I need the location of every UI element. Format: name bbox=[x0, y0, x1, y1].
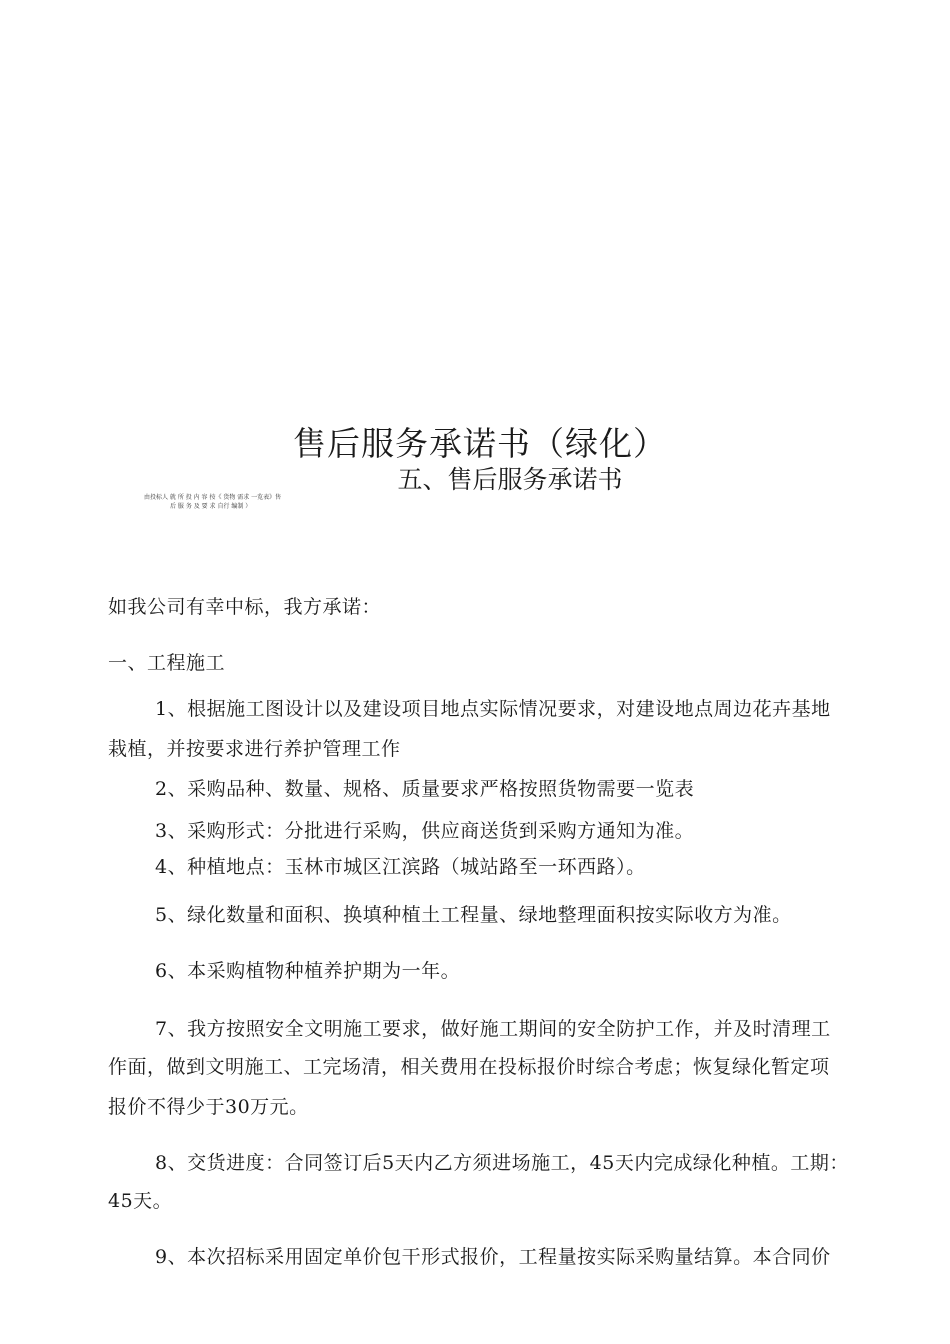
item-7-line-2: 作面，做到文明施工、工完场清，相关费用在投标报价时综合考虑；恢复绿化暂定项 bbox=[108, 1056, 830, 1078]
document-subtitle: 五、售后服务承诺书 bbox=[397, 465, 623, 494]
item-5: 5、绿化数量和面积、换填种植土工程量、绿地整理面积按实际收方为准。 bbox=[155, 904, 792, 926]
intro-paragraph: 如我公司有幸中标，我方承诺： bbox=[108, 596, 382, 618]
item-6: 6、本采购植物种植养护期为一年。 bbox=[155, 960, 461, 982]
item-4: 4、种植地点：玉林市城区江滨路（城站路至一环西路）。 bbox=[155, 856, 646, 878]
item-1-line-1: 1、根据施工图设计以及建设项目地点实际情况要求，对建设地点周边花卉基地 bbox=[155, 698, 831, 720]
item-2: 2、采购品种、数量、规格、质量要求严格按照货物需要一览表 bbox=[155, 778, 695, 800]
small-note-line-2: 后 服 务 及 要 求 自行 编制 ） bbox=[170, 503, 252, 510]
item-9-line-1: 9、本次招标采用固定单价包干形式报价，工程量按实际采购量结算。本合同价 bbox=[155, 1246, 831, 1268]
small-note-line-1: 由投标人 就 所 投 内 容 按《 货物 需求 一览表》售 bbox=[144, 494, 282, 501]
item-7-line-3: 报价不得少于30万元。 bbox=[108, 1096, 309, 1118]
item-8-line-2: 45天。 bbox=[108, 1190, 173, 1212]
item-1-line-2: 栽植，并按要求进行养护管理工作 bbox=[108, 738, 401, 760]
section-heading: 一、工程施工 bbox=[108, 652, 226, 674]
item-8-line-1: 8、交货进度：合同签订后5天内乙方须进场施工，45天内完成绿化种植。工期： bbox=[155, 1152, 849, 1174]
item-7-line-1: 7、我方按照安全文明施工要求，做好施工期间的安全防护工作，并及时清理工 bbox=[155, 1018, 831, 1040]
document-title: 售后服务承诺书（绿化） bbox=[293, 424, 667, 463]
item-3: 3、采购形式：分批进行采购，供应商送货到采购方通知为准。 bbox=[155, 820, 695, 842]
